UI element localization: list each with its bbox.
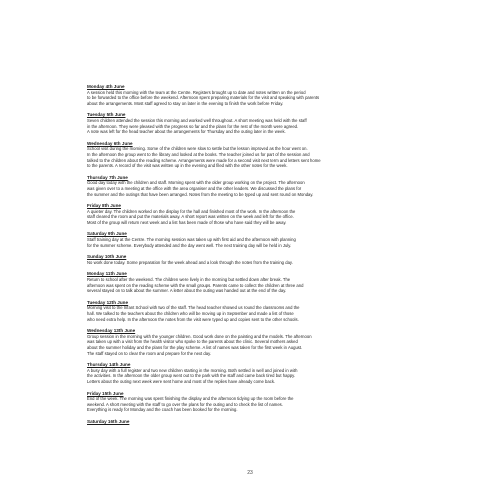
entry-date-heading: Thursday 7th June — [87, 174, 128, 180]
diary-entry — [87, 391, 416, 413]
entry-text-line: the summer and the outings that have been arranged. Notes from the meeting to be typed up and sent round on Monday. — [87, 191, 314, 197]
entry-date-heading: Thursday 14th June — [87, 362, 131, 368]
entry-date-heading: Wednesday 13th June — [87, 328, 136, 334]
entry-text-line: A session held this morning with the team at the Centre. Registers brought up to date and notes written on the period — [87, 89, 306, 95]
entry-text-line: who need extra help. In the afternoon the notes from the visit were typed up and copies sent to the other schools. — [87, 316, 299, 322]
entry-text-line: Group session in the morning with the younger children. Good work done on the painting and the models. The afternoon — [87, 333, 312, 339]
entry-text-line: was given over to a meeting at the office with the area organiser and the other leaders. We discussed the plans for — [87, 185, 302, 191]
entry-date-heading: Tuesday 12th June — [87, 299, 129, 305]
entry-text-line: Everything is ready for Monday and the coach has been booked for the morning. — [87, 407, 238, 413]
diary-entry — [87, 231, 416, 248]
entry-text-line: End of the week. The morning was spent finishing the display and the afternoon tidying up the room before the — [87, 396, 294, 402]
diary-entry — [87, 300, 416, 322]
entry-date-heading: Monday 11th June — [87, 271, 127, 277]
entry-text-line: to be forwarded to the office before the weekend. Afternoon spent preparing materials for the visit and speaking with parents — [87, 95, 320, 101]
diary-entry — [87, 112, 416, 134]
entry-text-line: for the summer scheme. Everybody attended and the day went well. The next training day will be held in July. — [87, 242, 292, 248]
diary-entry — [87, 203, 416, 225]
entry-text-line: was taken up with a visit from the health visitor who spoke to the parents about the clinic. Several mothers asked — [87, 339, 298, 345]
entry-text-line: Staff training day at the Centre. The morning session was taken up with first aid and the afternoon with planning — [87, 237, 296, 243]
entry-text-line: The staff stayed on to clear the room and prepare for the next day. — [87, 350, 212, 356]
entry-date-heading: Saturday 9th June — [87, 231, 127, 237]
entry-text-line: several stayed on to talk about the summer. A letter about the outing was handed out at the end of the day. — [87, 288, 287, 294]
diary-entry — [87, 362, 416, 384]
entry-text-line: Seven children attended the session this morning and worked well throughout. A short meeting was held with the staff — [87, 117, 307, 123]
entry-text-line: In the afternoon the group went to the library and looked at the books. The teacher joined us for part of the session and — [87, 151, 310, 157]
entry-text-line: in the afternoon. They were pleased with the progress so far and the plans for the rest of the month were agreed. — [87, 123, 299, 129]
entry-date-heading: Monday 4th June — [87, 84, 125, 89]
page-number: 23 — [247, 470, 253, 476]
entry-date-heading: Saturday 16th June — [87, 418, 130, 424]
diary-entries — [87, 84, 416, 425]
entry-text-line: Morning visit to the Infant School with two of the staff. The head teacher showed us round the classrooms and the — [87, 305, 300, 311]
diary-entry — [87, 271, 416, 293]
diary-entry — [87, 254, 416, 265]
entry-text-line: the activities. In the afternoon the older group went out to the park with the staff and came back tired but happy. — [87, 373, 296, 379]
entry-text-line: Good day today with the children and staff. Morning spent with the older group working on the project. The afternoon — [87, 180, 305, 186]
entry-date-heading: Tuesday 5th June — [87, 112, 126, 118]
entry-date-heading: Sunday 10th June — [87, 254, 127, 260]
entry-text-line: Most of the group will return next week and a list has been made of those who have said they will be away. — [87, 219, 287, 225]
entry-text-line: A busy day with a full register and two new children starting in the morning. Both settled in well and joined in with — [87, 367, 298, 373]
entry-date-heading: Wednesday 6th June — [87, 140, 133, 146]
entry-text-line: School visit during the morning. Some of the children were slow to settle but the lesson improved as the hour went on. — [87, 146, 308, 152]
entry-text-line: afternoon was spent on the reading scheme with the small groups. Parents came to collect the children at three and — [87, 282, 304, 288]
diary-entry — [87, 175, 416, 197]
entry-text-line: weekend. A short meeting with the staff to go over the plans for the outing and to check the list of names. — [87, 401, 283, 407]
entry-text-line: about the summer holiday and the plans for the play scheme. A list of names was taken for the first week in August. — [87, 344, 303, 350]
entry-text-line: staff cleared the room and put the materials away. A short report was written on the week and left for the office. — [87, 214, 294, 220]
entry-text-line: talked to the children about the reading scheme. Arrangements were made for a second visit next term and letters sent home — [87, 157, 321, 163]
entry-date-heading: Friday 8th June — [87, 203, 121, 209]
diary-entry — [87, 84, 416, 106]
diary-entry — [87, 419, 416, 425]
entry-date-heading: Friday 15th June — [87, 390, 124, 396]
entry-text-line: A quieter day. The children worked on the display for the hall and finished most of the work. In the afternoon the — [87, 208, 296, 214]
diary-entry — [87, 328, 416, 356]
entry-text-line: to the parents. A record of the visit was written up in the evening and filed with the other notes for the week. — [87, 163, 288, 169]
entry-text-line: No work done today. Some preparation for the week ahead and a look through the notes from the training day. — [87, 259, 293, 265]
entry-text-line: Letters about the outing next week were sent home and most of the replies have already come back. — [87, 378, 276, 384]
entry-text-line: hall. We talked to the teachers about the children who will be moving up in September and made a list of those — [87, 311, 294, 316]
entry-text-line: Return to school after the weekend. The children were lively in the morning but settled down after break. The — [87, 277, 291, 283]
entry-text-line: about the arrangements. Most staff agreed to stay on later in the evening to finish the work before Friday. — [87, 100, 284, 106]
entry-text-line: A note was left for the head teacher about the arrangements for Thursday and the outing later in the week. — [87, 129, 286, 135]
diary-entry — [87, 141, 416, 169]
